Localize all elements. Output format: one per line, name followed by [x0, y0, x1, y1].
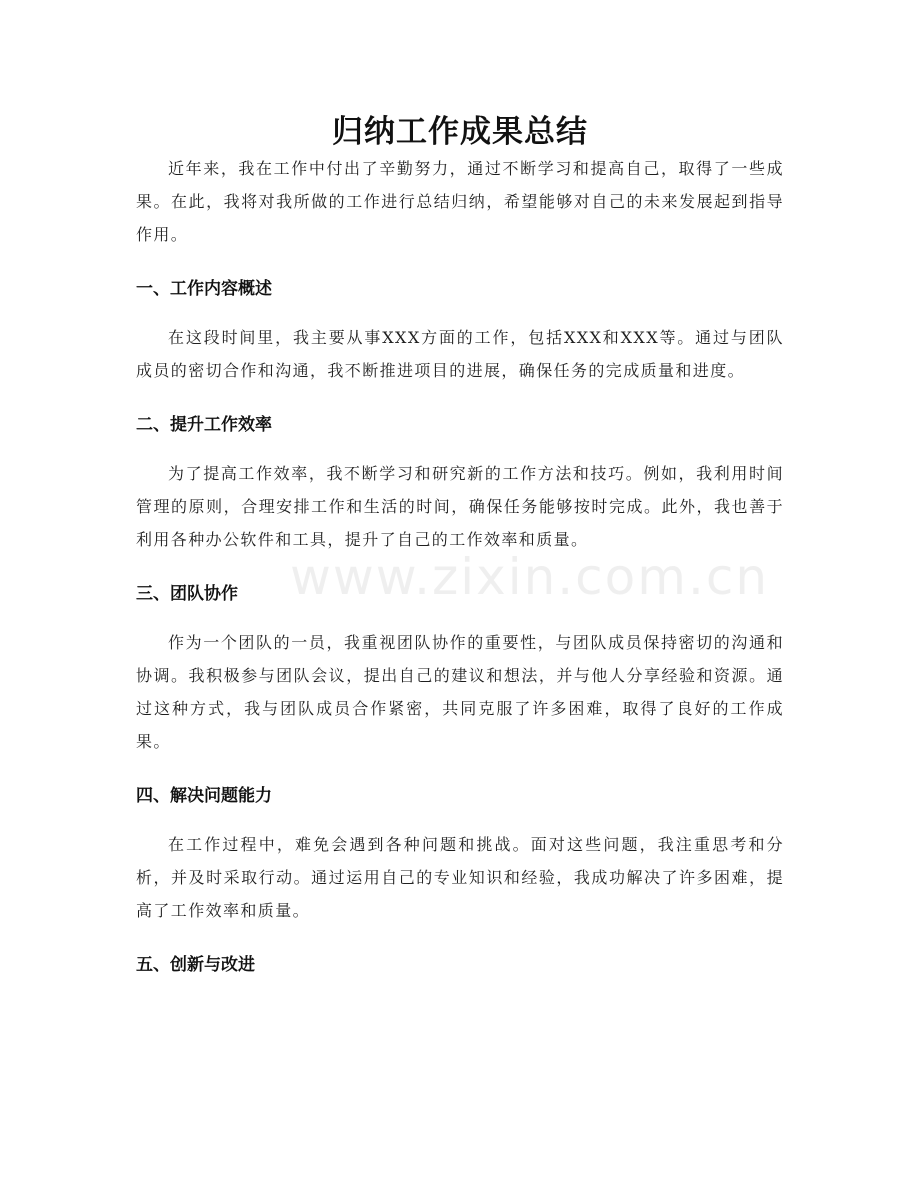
section-heading: 二、提升工作效率: [136, 415, 272, 435]
section-paragraph: 为了提高工作效率，我不断学习和研究新的工作方法和技巧。例如，我利用时间管理的原则，合理安排工作和生活的时间，确保任务能够按时完成。此外，我也善于利用各种办公软件和工具，提升了自己的工作效率和质量。: [136, 464, 784, 549]
section-heading: 三、团队协作: [136, 584, 238, 604]
section-innovation: [136, 953, 784, 977]
intro-paragraph: 近年来，我在工作中付出了辛勤努力，通过不断学习和提高自己，取得了一些成果。在此，我将对我所做的工作进行总结归纳，希望能够对自己的未来发展起到指导作用。: [136, 159, 784, 244]
section-heading: 四、解决问题能力: [136, 786, 272, 806]
section-efficiency: [136, 413, 784, 556]
section-work-overview: [136, 277, 784, 387]
watermark: www.zixin.com.cn: [290, 548, 770, 606]
section-heading: 一、工作内容概述: [136, 279, 272, 299]
section-heading: 五、创新与改进: [136, 955, 255, 975]
section-teamwork: [136, 582, 784, 758]
section-paragraph: 在工作过程中，难免会遇到各种问题和挑战。面对这些问题，我注重思考和分析，并及时采取行动。通过运用自己的专业知识和经验，我成功解决了许多困难，提高了工作效率和质量。: [136, 835, 784, 920]
section-paragraph: 在这段时间里，我主要从事XXX方面的工作，包括XXX和XXX等。通过与团队成员的密切合作和沟通，我不断推进项目的进展，确保任务的完成质量和进度。: [136, 328, 784, 380]
document-title: 归纳工作成果总结: [332, 114, 588, 150]
section-paragraph: 作为一个团队的一员，我重视团队协作的重要性，与团队成员保持密切的沟通和协调。我积极参与团队会议，提出自己的建议和想法，并与他人分享经验和资源。通过这种方式，我与团队成员合作紧密，共同克服了许多困难，取得了良好的工作成果。: [136, 633, 784, 751]
section-problem-solving: [136, 784, 784, 927]
